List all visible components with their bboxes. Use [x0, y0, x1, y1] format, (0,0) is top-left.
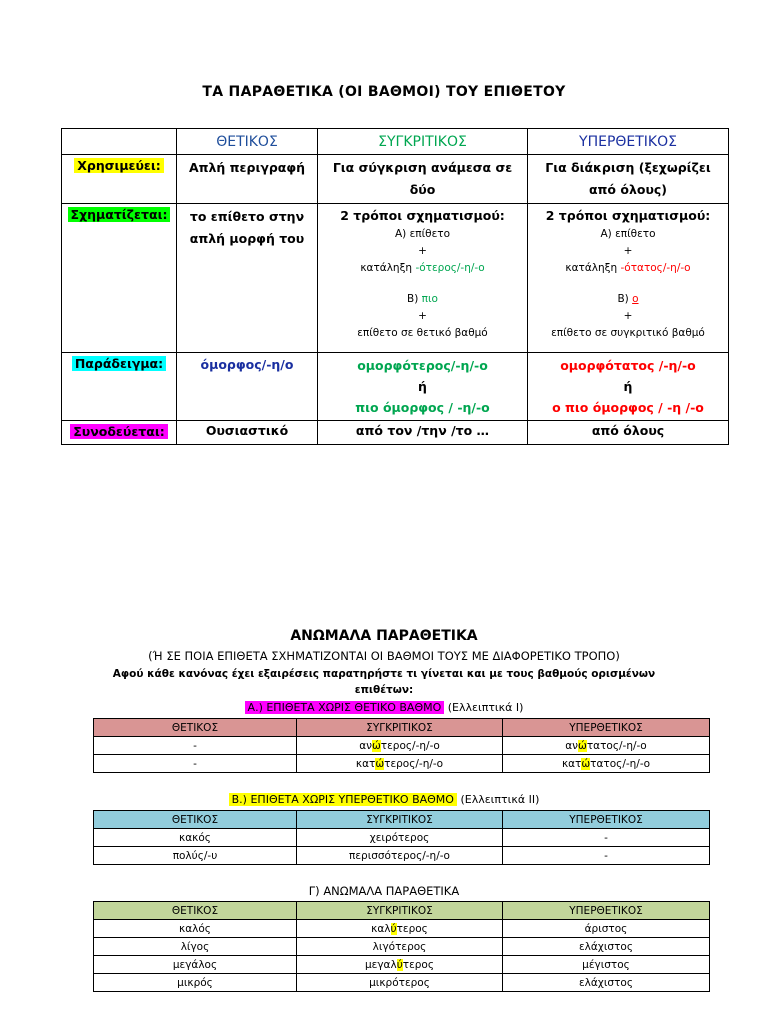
form-comp-ending-prefix: κατάληξη [360, 262, 416, 274]
section-c-r1-positive: καλός [94, 920, 297, 938]
section-c-r2-superlative: ελάχιστος [503, 938, 710, 956]
section-a-heading: Α.) ΕΠΙΘΕΤΑ ΧΩΡΙΣ ΘΕΤΙΚΟ ΒΑΘΜΟ [245, 701, 445, 714]
row-use [62, 155, 729, 204]
row-example-label-cell [62, 353, 177, 421]
section-c-r4-comparative [297, 974, 503, 992]
form-sup-b-word: ο [632, 293, 639, 305]
section-b-r2-comparative: περισσότερος/-η/-ο [297, 847, 503, 865]
row-use-superlative: Για διάκριση (ξεχωρίζει από όλους) [528, 155, 729, 204]
section-b-heading-line [0, 793, 768, 806]
section-c-r3-comparative [297, 956, 503, 974]
section-c-r4-positive: μικρός [94, 974, 297, 992]
section-c-r2-positive: λίγος [94, 938, 297, 956]
section-c-table [93, 901, 710, 992]
row-example-superlative [528, 353, 729, 421]
row-form [62, 204, 729, 353]
table-row [94, 755, 710, 773]
page-title: ΤΑ ΠΑΡΑΘΕΤΙΚΑ (ΟΙ ΒΑΘΜΟΙ) ΤΟΥ ΕΠΙΘΕΤΟΥ [202, 84, 566, 100]
spacer [322, 277, 523, 291]
form-sup-ending: -ότατος/-η/-ο [620, 262, 691, 274]
form-sup-ending-line [532, 260, 724, 277]
form-sup-ending-prefix: κατάληξη [565, 262, 621, 274]
section-a-r2-superlative [503, 755, 710, 773]
form-comp-plus1: + [418, 245, 427, 257]
row-example-label: Παράδειγμα: [72, 356, 166, 371]
section-b-r1-superlative: - [503, 829, 710, 847]
form-sup-b-line [532, 291, 724, 308]
form-sup-plus2: + [623, 310, 633, 322]
row-accompany [62, 421, 729, 445]
form-sup-head: 2 τρόποι σχηματισμού: [545, 208, 711, 223]
word-part: τερος [396, 922, 428, 935]
form-sup-b-prefix: Β) [617, 293, 633, 305]
word-part: τατος/-η/-ο [586, 739, 647, 752]
table-header-row [62, 129, 729, 155]
form-comp-plus2: + [418, 310, 427, 322]
row-accompany-positive: Ουσιαστικό [177, 421, 318, 445]
section-a-r1-comparative [297, 737, 503, 755]
degrees-table [61, 128, 729, 445]
table-row [94, 974, 710, 992]
highlighted-letter: ύ [396, 958, 403, 971]
corner-cell [62, 129, 177, 155]
irregular-note-2: επιθέτων: [354, 684, 414, 696]
row-form-positive: το επίθετο στην απλή μορφή του [177, 204, 318, 353]
word-part: λιγότερος [372, 940, 427, 953]
word-part: κατ [355, 757, 376, 770]
table-row [94, 956, 710, 974]
section-c-r1-comparative [297, 920, 503, 938]
section-c-heading: Γ) ΑΝΩΜΑΛΑ ΠΑΡΑΘΕΤΙΚΑ [308, 884, 460, 898]
row-form-superlative [528, 204, 729, 353]
section-a-r2-positive: - [94, 755, 297, 773]
section-a-header-positive: ΘΕΤΙΚΟΣ [94, 719, 297, 737]
section-b-heading-tail: (Ελλειπτικά ΙΙ) [456, 793, 540, 806]
section-a-header-comparative: ΣΥΓΚΡΙΤΙΚΟΣ [297, 719, 503, 737]
section-a-header-row [94, 719, 710, 737]
form-sup-a: Α) επίθετο [600, 228, 656, 240]
section-b-heading: Β.) ΕΠΙΘΕΤΑ ΧΩΡΙΣ ΥΠΕΡΘΕΤΙΚΟ ΒΑΘΜΟ [229, 793, 457, 806]
form-comp-b-line [322, 291, 523, 308]
spacer [532, 277, 724, 291]
row-use-label-cell [62, 155, 177, 204]
highlighted-letter: ύ [390, 922, 397, 935]
word-part: αν [359, 739, 372, 752]
section-c-r4-superlative: ελάχιστος [503, 974, 710, 992]
word-part: τατος/-η/-ο [590, 757, 651, 770]
word-part: αν [565, 739, 579, 752]
highlighted-letter: ώ [581, 757, 591, 770]
section-a-header-superlative: ΥΠΕΡΘΕΤΙΚΟΣ [503, 719, 710, 737]
example-sup-or: ή [623, 379, 633, 394]
word-part: τερος/-η/-ο [384, 757, 444, 770]
section-c-header-superlative: ΥΠΕΡΘΕΤΙΚΟΣ [503, 902, 710, 920]
row-accompany-comparative: από τον /την /το … [318, 421, 528, 445]
table-row [94, 920, 710, 938]
section-b-r2-positive: πολύς/-υ [94, 847, 297, 865]
section-b-header-row [94, 811, 710, 829]
highlighted-letter: ώ [372, 739, 381, 752]
section-a-table [93, 718, 710, 773]
section-c-header-comparative: ΣΥΓΚΡΙΤΙΚΟΣ [297, 902, 503, 920]
row-example-comparative [318, 353, 528, 421]
table-row [94, 737, 710, 755]
highlighted-letter: ώ [578, 739, 587, 752]
row-use-comparative: Για σύγκριση ανάμεσα σε δύο [318, 155, 528, 204]
table-row [94, 847, 710, 865]
table-row [94, 938, 710, 956]
word-part: κατ [561, 757, 582, 770]
word-part: τερος/-η/-ο [380, 739, 440, 752]
section-c-r1-superlative: άριστος [503, 920, 710, 938]
row-form-label-cell [62, 204, 177, 353]
row-form-label: Σχηματίζεται: [68, 207, 171, 222]
row-example [62, 353, 729, 421]
form-comp-b-tail: επίθετο σε θετικό βαθμό [357, 327, 488, 339]
section-b-r1-comparative: χειρότερος [297, 829, 503, 847]
form-comp-b-prefix: Β) [407, 293, 422, 305]
row-accompany-superlative: από όλους [528, 421, 729, 445]
row-use-label: Χρησιμεύει: [74, 158, 164, 173]
row-example-positive: όμορφος/-η/ο [177, 353, 318, 421]
section-b-header-superlative: ΥΠΕΡΘΕΤΙΚΟΣ [503, 811, 710, 829]
example-comp-2: πιο όμορφος / -η/-ο [355, 400, 490, 415]
form-comp-ending: -ότερος/-η/-ο [415, 262, 485, 274]
header-comparative: ΣΥΓΚΡΙΤΙΚΟΣ [318, 129, 528, 155]
section-b-header-positive: ΘΕΤΙΚΟΣ [94, 811, 297, 829]
form-comp-a: Α) επίθετο [394, 228, 450, 240]
section-c-r2-comparative [297, 938, 503, 956]
irregular-subtitle: (Ή ΣΕ ΠΟΙΑ ΕΠΙΘΕΤΑ ΣΧΗΜΑΤΙΖΟΝΤΑΙ ΟΙ ΒΑΘΜΟΙ ΤΟΥΣ ΜΕ ΔΙΑΦΟΡΕΤΙΚΟ ΤΡΟΠΟ) [148, 649, 620, 663]
section-a-heading-tail: (Ελλειπτικά Ι) [444, 701, 524, 714]
word-part: μικρότερος [369, 976, 430, 989]
section-b-r2-superlative: - [503, 847, 710, 865]
table-row [94, 829, 710, 847]
header-superlative: ΥΠΕΡΘΕΤΙΚΟΣ [528, 129, 729, 155]
example-comp-1: ομορφότερος/-η/-ο [357, 358, 488, 373]
form-sup-b-tail: επίθετο σε συγκριτικό βαθμό [551, 327, 705, 339]
word-part: μεγαλ [364, 958, 397, 971]
section-a-r1-superlative [503, 737, 710, 755]
row-use-positive: Απλή περιγραφή [177, 155, 318, 204]
example-comp-or: ή [418, 379, 427, 394]
section-a-r2-comparative [297, 755, 503, 773]
section-a-r1-positive: - [94, 737, 297, 755]
word-part: τερος [402, 958, 435, 971]
section-a-heading-line [0, 701, 768, 714]
section-b-r1-positive: κακός [94, 829, 297, 847]
form-comp-head: 2 τρόποι σχηματισμού: [340, 208, 505, 223]
header-positive: ΘΕΤΙΚΟΣ [177, 129, 318, 155]
word-part: καλ [371, 922, 391, 935]
row-accompany-label: Συνοδεύεται: [70, 424, 167, 439]
irregular-title: ΑΝΩΜΑΛΑ ΠΑΡΑΘΕΤΙΚΑ [290, 628, 478, 644]
form-comp-b-word: πιο [421, 293, 438, 305]
section-c-header-positive: ΘΕΤΙΚΟΣ [94, 902, 297, 920]
section-c-r3-superlative: μέγιστος [503, 956, 710, 974]
row-form-comparative [318, 204, 528, 353]
example-sup-2: ο πιο όμορφος / -η /-ο [552, 400, 704, 415]
highlighted-letter: ώ [375, 757, 385, 770]
row-accompany-label-cell [62, 421, 177, 445]
form-sup-plus1: + [623, 245, 633, 257]
example-sup-1: ομορφότατος /-η/-ο [560, 358, 696, 373]
irregular-note-1: Αφού κάθε κανόνας έχει εξαιρέσεις παρατηρήστε τι γίνεται και με τους βαθμούς ορισμένων [112, 668, 656, 680]
form-comp-ending-line [322, 260, 523, 277]
section-c-header-row [94, 902, 710, 920]
section-b-table [93, 810, 710, 865]
section-c-r3-positive: μεγάλος [94, 956, 297, 974]
section-b-header-comparative: ΣΥΓΚΡΙΤΙΚΟΣ [297, 811, 503, 829]
